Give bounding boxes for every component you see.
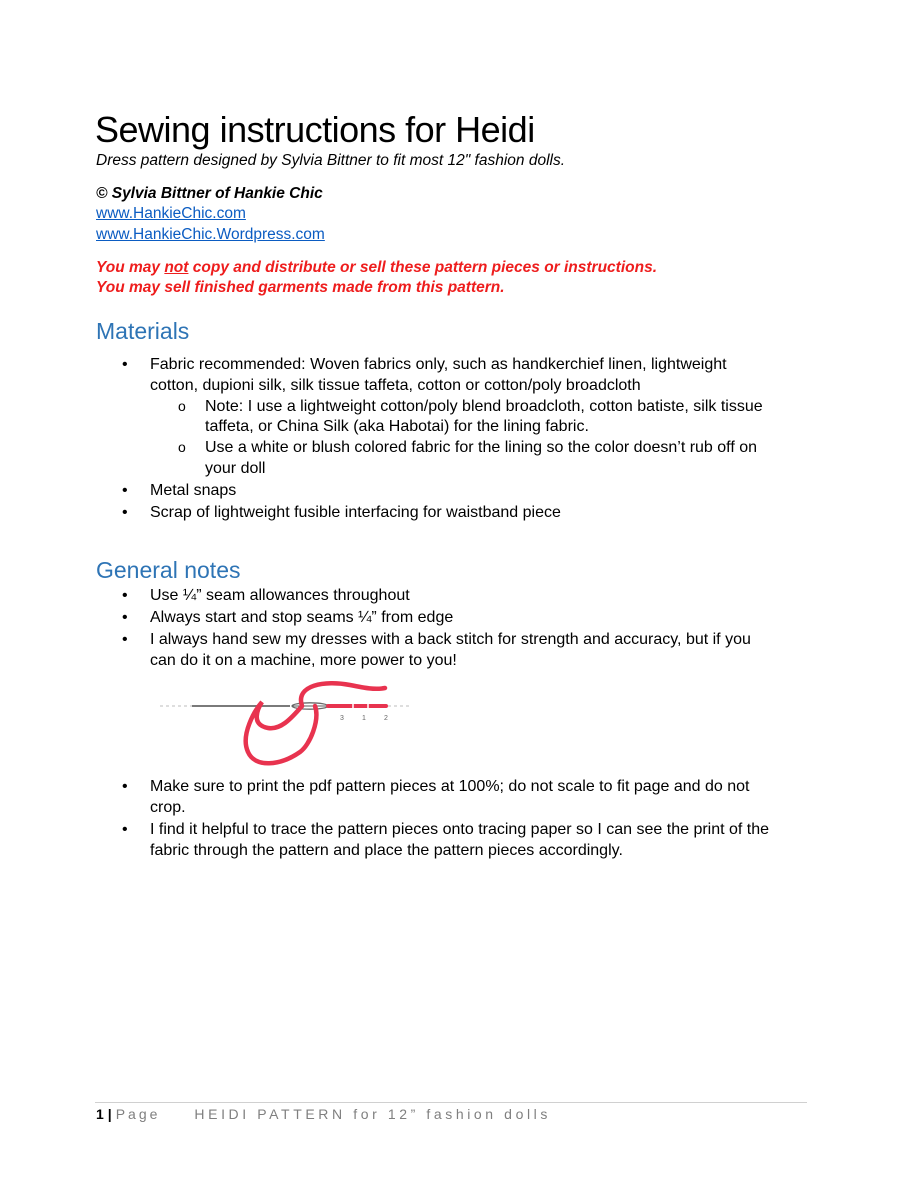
list-item	[122, 631, 800, 649]
bullet-icon: •	[122, 356, 128, 373]
list-item-text: I find it helpful to trace the pattern pieces onto tracing paper so I can see the print of the	[150, 821, 770, 838]
general-notes-heading: General notes	[96, 557, 241, 583]
footer-separator: |	[107, 1106, 112, 1122]
page-number: 1	[96, 1106, 104, 1122]
list-item	[122, 778, 800, 796]
sub-list-item-text: your doll	[205, 460, 266, 477]
list-item-text: crop.	[150, 799, 186, 816]
page-label: Page	[115, 1106, 161, 1122]
list-item	[122, 609, 800, 627]
list-item-text: Use ¼” seam allowances throughout	[150, 587, 410, 604]
list-item-text: Make sure to print the pdf pattern pieces at 100%; do not scale to fit page and do not	[150, 778, 750, 795]
bullet-icon: •	[122, 821, 128, 838]
list-item	[122, 587, 800, 605]
bullet-icon: •	[122, 504, 128, 521]
sub-list-item	[178, 398, 805, 416]
warning-line-2: You may sell finished garments made from this pattern.	[96, 279, 505, 296]
page-title: Sewing instructions for Heidi	[95, 109, 535, 150]
list-item-text: Scrap of lightweight fusible interfacing for waistband piece	[150, 504, 561, 521]
list-item-continuation	[150, 799, 800, 817]
list-item-text: Fabric recommended: Woven fabrics only, such as handkerchief linen, lightweight	[150, 356, 727, 373]
list-item	[122, 356, 800, 374]
list-item	[122, 821, 800, 839]
copyright-notice: © Sylvia Bittner of Hankie Chic	[96, 185, 323, 202]
materials-heading: Materials	[96, 318, 190, 344]
sub-bullet-icon: o	[178, 439, 186, 455]
sub-list-item-text: Use a white or blush colored fabric for the lining so the color doesn’t rub off on	[205, 439, 758, 456]
back-stitch-illustration	[150, 680, 415, 770]
bullet-icon: •	[122, 778, 128, 795]
sub-list-item-text: taffeta, or China Silk (aka Habotai) for the lining fabric.	[205, 418, 589, 435]
list-item-continuation	[150, 842, 800, 860]
sub-list-item	[178, 439, 805, 457]
bullet-icon: •	[122, 609, 128, 626]
footer-divider	[95, 1102, 807, 1103]
website-link[interactable]: www.HankieChic.com	[96, 205, 246, 222]
subtitle: Dress pattern designed by Sylvia Bittner to fit most 12" fashion dolls.	[96, 152, 566, 169]
list-item-text: can do it on a machine, more power to you!	[150, 652, 457, 669]
bullet-icon: •	[122, 631, 128, 648]
list-item-text: Metal snaps	[150, 482, 237, 499]
sub-bullet-icon: o	[178, 398, 186, 414]
sub-list-item-continuation	[205, 418, 805, 436]
list-item-text: fabric through the pattern and place the pattern pieces accordingly.	[150, 842, 623, 859]
footer-title: HEIDI PATTERN for 12” fashion dolls	[194, 1106, 551, 1122]
list-item-continuation	[150, 652, 800, 670]
blog-link[interactable]: www.HankieChic.Wordpress.com	[96, 226, 325, 243]
thread-loop-bottom	[246, 702, 317, 763]
bullet-icon: •	[122, 587, 128, 604]
sub-list-item-continuation	[205, 460, 805, 478]
list-item-text: I always hand sew my dresses with a back stitch for strength and accuracy, but if you	[150, 631, 751, 648]
list-item	[122, 482, 800, 500]
warning-line-1	[96, 259, 657, 277]
bullet-icon: •	[122, 482, 128, 499]
sub-list-item-text: Note: I use a lightweight cotton/poly blend broadcloth, cotton batiste, silk tissue	[205, 398, 763, 415]
list-item-text: cotton, dupioni silk, silk tissue taffeta, cotton or cotton/poly broadcloth	[150, 377, 641, 394]
warning-text-post: copy and distribute or sell these pattern pieces or instructions.	[188, 259, 658, 276]
stitch-label-3: 3	[340, 715, 344, 722]
list-item-text: Always start and stop seams ¼” from edge	[150, 609, 454, 626]
list-item-continuation	[150, 377, 800, 395]
page-footer	[96, 1106, 551, 1122]
warning-text-pre: You may	[96, 259, 165, 276]
warning-emphasis: not	[164, 259, 189, 276]
list-item	[122, 504, 800, 522]
stitch-label-1: 1	[362, 715, 366, 722]
stitch-label-2: 2	[384, 715, 388, 722]
